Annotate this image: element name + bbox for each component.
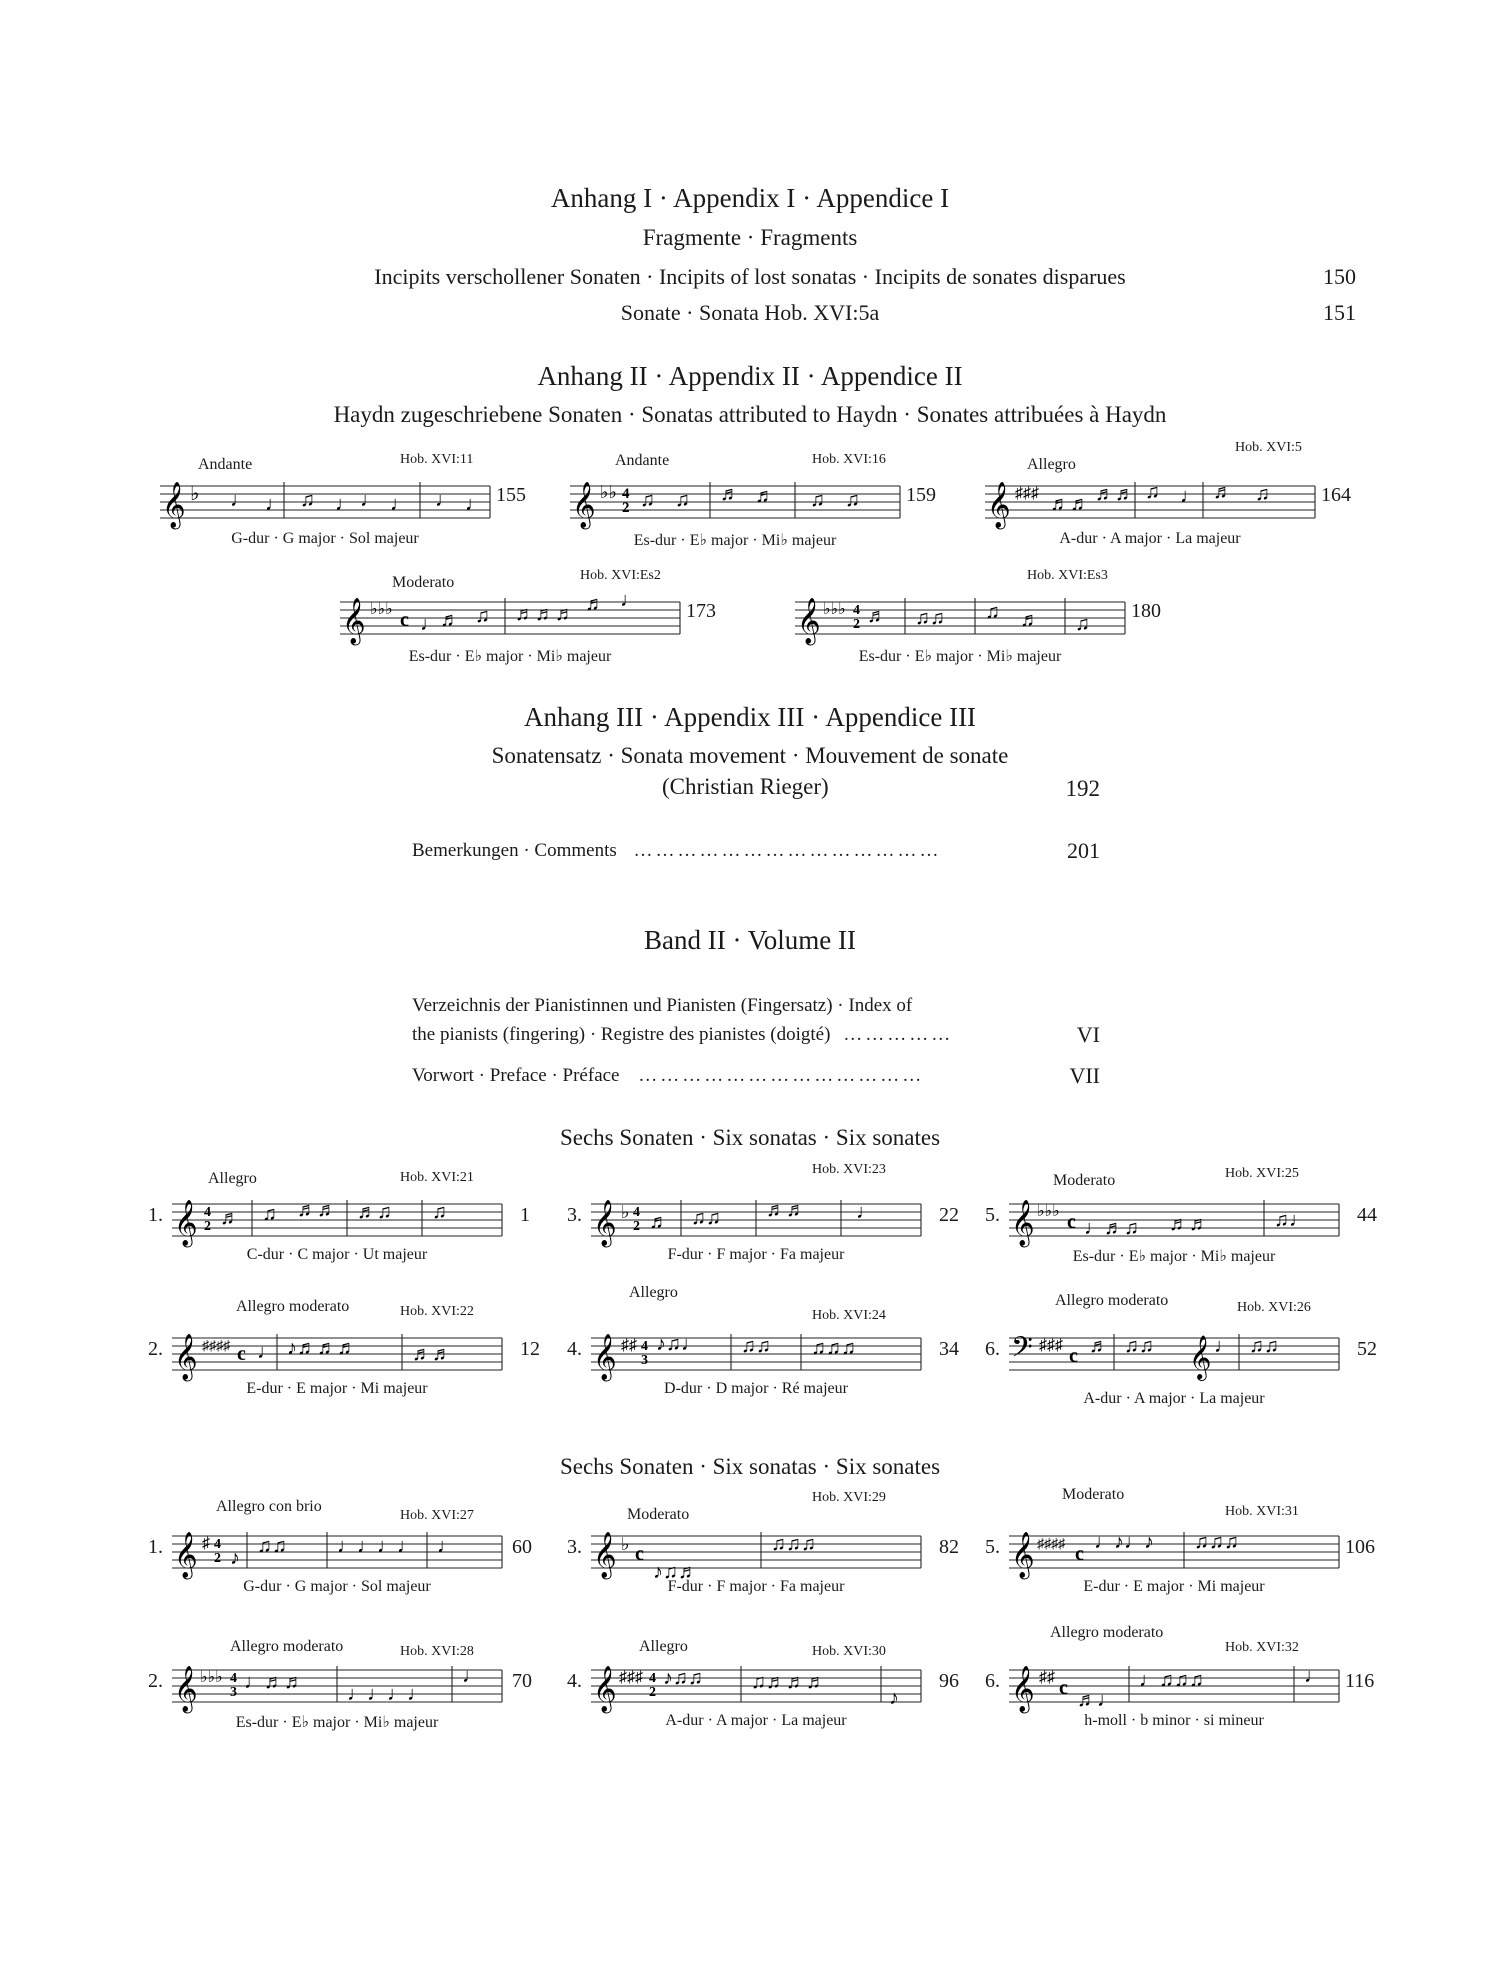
svg-text:♩♩♩♩: ♩♩♩♩ [337, 1535, 417, 1557]
page-number: 96 [939, 1670, 959, 1692]
hob-number: Hob. XVI:25 [1225, 1166, 1299, 1181]
svg-text:♫♫♫: ♫♫♫ [811, 1337, 856, 1359]
comments-page: 201 [1067, 838, 1100, 863]
page-number: 22 [939, 1204, 959, 1226]
comments-dots: …………………………………… [633, 840, 942, 861]
hob-number: Hob. XVI:27 [400, 1508, 474, 1523]
sharp-icon: ♯ [202, 1535, 210, 1552]
sonata-number: 4. [567, 1670, 582, 1692]
sonata-number: 1. [148, 1536, 163, 1558]
svg-text:4: 4 [633, 1205, 640, 1220]
svg-text:♫♫♫: ♫♫♫ [1194, 1531, 1239, 1553]
tempo-marking: Allegro moderato [1055, 1292, 1169, 1309]
page-number: 60 [512, 1536, 532, 1558]
index-line2: the pianists (fingering) · Registre des pianistes (doigté) [412, 1024, 831, 1045]
page-number: 116 [1345, 1670, 1375, 1692]
svg-text:4: 4 [230, 1671, 237, 1686]
tempo-marking: Allegro moderato [1050, 1624, 1164, 1641]
key-label: A-dur · A major · La majeur [665, 1712, 847, 1729]
svg-text:♬: ♬ [1020, 609, 1040, 631]
svg-text:♫: ♫ [810, 489, 825, 511]
tempo-marking: Moderato [627, 1506, 690, 1523]
sharp-icon: ♯♯♯♯ [1037, 1537, 1065, 1552]
key-label: Es-dur · E♭ major · Mi♭ majeur [408, 648, 612, 665]
flat-icon: ♭♭ [600, 482, 617, 502]
svg-text:♬♫: ♬♫ [357, 1201, 392, 1223]
svg-text:4: 4 [204, 1205, 211, 1220]
svg-text:3: 3 [641, 1353, 648, 1368]
svg-text:♫: ♫ [640, 489, 655, 511]
incipit-hob-xvi-25[interactable] [985, 1162, 1385, 1265]
svg-text:4: 4 [622, 486, 630, 502]
page-number: 159 [906, 484, 936, 506]
sonata-number: 4. [567, 1338, 582, 1360]
tempo-marking: Allegro [208, 1170, 257, 1187]
treble-clef-icon: 𝄞 [342, 598, 366, 644]
flat-icon: ♭♭♭ [1037, 1203, 1060, 1220]
svg-text:♩: ♩ [420, 613, 440, 635]
sonata-number: 5. [985, 1536, 1000, 1558]
svg-text:♫: ♫ [1075, 613, 1090, 635]
svg-text:♩: ♩ [230, 489, 250, 511]
sharp-icon: ♯♯♯ [619, 1669, 643, 1686]
svg-text:c: c [400, 609, 409, 631]
svg-text:♫: ♫ [1255, 483, 1270, 505]
music-staff [795, 592, 1125, 642]
treble-clef-icon: 𝄞 [572, 482, 596, 528]
page-number: 180 [1131, 600, 1161, 622]
key-label: Es-dur · E♭ major · Mi♭ majeur [858, 648, 1062, 665]
hob-number: Hob. XVI:26 [1237, 1300, 1311, 1315]
svg-text:♩: ♩ [360, 489, 380, 511]
treble-clef-icon: 𝄞 [797, 598, 821, 644]
page-number: 12 [520, 1338, 540, 1360]
svg-text:2: 2 [622, 500, 630, 516]
treble-clef-icon: 𝄞 [174, 1666, 198, 1712]
music-staff [172, 1328, 502, 1378]
sharp-icon: ♯♯♯♯ [202, 1339, 230, 1354]
treble-clef-icon: 𝄞 [174, 1532, 198, 1578]
sonata-number: 1. [148, 1204, 163, 1226]
key-label: C-dur · C major · Ut majeur [246, 1246, 428, 1263]
svg-text:♬: ♬ [1089, 1335, 1109, 1357]
page-number: 1 [520, 1204, 530, 1226]
incipit-hob-xvi-32[interactable] [985, 1624, 1385, 1729]
svg-text:♬♬: ♬♬ [297, 1199, 337, 1221]
key-label: E-dur · E major · Mi majeur [1083, 1578, 1265, 1595]
page-number: 52 [1357, 1338, 1377, 1360]
flat-icon: ♭♭♭ [200, 1669, 223, 1686]
music-staff [591, 1194, 921, 1244]
sonata-number: 3. [567, 1536, 582, 1558]
key-label: F-dur · F major · Fa majeur [667, 1246, 845, 1263]
sonata-number: 6. [985, 1338, 1000, 1360]
svg-text:2: 2 [853, 617, 860, 632]
key-label: G-dur · G major · Sol majeur [231, 530, 419, 547]
hob-number: Hob. XVI:23 [812, 1162, 886, 1177]
svg-text:♬♬♬: ♬♬♬ [515, 603, 575, 625]
hob-number: Hob. XVI:21 [400, 1170, 474, 1185]
music-staff [172, 1660, 502, 1710]
svg-text:♫: ♫ [475, 605, 490, 627]
svg-text:4: 4 [214, 1537, 221, 1552]
svg-text:♩♬♬: ♩♬♬ [244, 1671, 304, 1693]
page-number: 34 [939, 1338, 959, 1360]
incipit-hob-xvi-28[interactable] [148, 1628, 548, 1731]
svg-text:♫: ♫ [675, 489, 690, 511]
music-staff [985, 476, 1315, 526]
svg-text:♩: ♩ [1214, 1335, 1234, 1357]
svg-text:♪: ♪ [230, 1547, 240, 1569]
treble-clef-icon: 𝄞 [174, 1200, 198, 1246]
appendix3-title: Anhang III · Appendix III · Appendice III [523, 702, 977, 732]
tempo-marking: Moderato [392, 574, 455, 591]
svg-text:♫♬♬♬: ♫♬♬♬ [751, 1671, 826, 1693]
svg-text:♬: ♬ [867, 605, 887, 627]
music-staff [1009, 1328, 1339, 1378]
treble-clef-icon: 𝄞 [1011, 1666, 1035, 1712]
volume2-title: Band II · Volume II [644, 925, 856, 955]
sonata-number: 2. [148, 1338, 163, 1360]
svg-text:4: 4 [641, 1339, 648, 1354]
svg-text:♩: ♩ [437, 1535, 457, 1557]
music-staff [591, 1328, 921, 1378]
svg-text:♬♬: ♬♬ [1050, 493, 1090, 515]
key-label: G-dur · G major · Sol majeur [243, 1578, 431, 1595]
svg-text:2: 2 [633, 1219, 640, 1234]
sharp-icon: ♯♯ [1039, 1669, 1055, 1686]
svg-text:♫: ♫ [985, 601, 1000, 623]
appendix3-page: 192 [1065, 776, 1100, 801]
svg-text:♫: ♫ [432, 1201, 447, 1223]
svg-text:2: 2 [214, 1551, 221, 1566]
svg-text:♬: ♬ [585, 593, 605, 615]
key-label: Es-dur · E♭ major · Mi♭ majeur [235, 1714, 439, 1731]
index-line2-wrap[interactable] [412, 1024, 953, 1046]
music-staff [172, 1194, 502, 1244]
svg-text:♪♬♬♬: ♪♬♬♬ [287, 1337, 357, 1359]
incipit-hob-xvi-es2[interactable] [340, 564, 720, 665]
treble-clef-icon: 𝄞 [987, 482, 1011, 528]
svg-text:♬: ♬ [649, 1211, 669, 1233]
page-number: 164 [1321, 484, 1351, 506]
treble-clef-icon: 𝄞 [593, 1666, 617, 1712]
svg-text:♫♫: ♫♫ [691, 1207, 721, 1229]
svg-text:♩: ♩ [335, 493, 355, 515]
set2-title: Sechs Sonaten · Six sonatas · Six sonates [559, 1454, 941, 1479]
bass-clef-icon: 𝄢 [1011, 1331, 1033, 1371]
svg-text:3: 3 [230, 1685, 237, 1700]
svg-text:♫♫: ♫♫ [741, 1335, 771, 1357]
svg-text:♬: ♬ [755, 485, 775, 507]
svg-text:♫: ♫ [262, 1203, 277, 1225]
svg-text:♬♬: ♬♬ [766, 1199, 806, 1221]
svg-text:♫♫: ♫♫ [1249, 1335, 1279, 1357]
svg-text:♬♬: ♬♬ [1095, 483, 1135, 505]
treble-clef-icon: 𝄞 [174, 1334, 198, 1380]
treble-clef-icon: 𝄞 [162, 482, 186, 528]
appendix1-entry-lost-sonatas-page: 150 [1323, 264, 1356, 289]
key-label: F-dur · F major · Fa majeur [667, 1578, 845, 1595]
page-number: 155 [496, 484, 526, 506]
appendix3-line2: (Christian Rieger) [662, 774, 829, 799]
preface-label: Vorwort · Preface · Préface [412, 1065, 620, 1086]
svg-text:♬♩: ♬♩ [1077, 1689, 1117, 1711]
treble-clef-icon: 𝄞 [593, 1532, 617, 1578]
hob-number: Hob. XVI:Es3 [1027, 568, 1108, 583]
key-label: Es-dur · E♭ major · Mi♭ majeur [1072, 1248, 1276, 1265]
treble-clef-icon: 𝄞 [1011, 1200, 1035, 1246]
svg-text:♩: ♩ [465, 493, 485, 515]
appendix1-title: Anhang I · Appendix I · Appendice I [550, 183, 950, 213]
svg-text:♩♩♩♩: ♩♩♩♩ [347, 1683, 427, 1705]
key-label: h-moll · b minor · si mineur [1084, 1712, 1264, 1729]
page-number: 106 [1345, 1536, 1375, 1558]
hob-number: Hob. XVI:5 [1235, 440, 1302, 455]
svg-text:♫: ♫ [300, 489, 315, 511]
hob-number: Hob. XVI:31 [1225, 1504, 1299, 1519]
sharp-icon: ♯♯♯ [1039, 1337, 1063, 1354]
key-label: Es-dur · E♭ major · Mi♭ majeur [633, 532, 837, 549]
music-staff [1009, 1660, 1339, 1710]
svg-text:c: c [1069, 1345, 1078, 1367]
svg-text:♬: ♬ [440, 609, 460, 631]
svg-text:♫: ♫ [1145, 481, 1160, 503]
flat-icon: ♭ [190, 483, 200, 505]
tempo-marking: Andante [198, 456, 253, 473]
comments-label: Bemerkungen · Comments [412, 840, 617, 861]
music-staff [160, 476, 490, 526]
sharp-icon: ♯♯♯ [1015, 485, 1039, 502]
music-staff [172, 1526, 502, 1576]
svg-text:♬♬: ♬♬ [1169, 1213, 1209, 1235]
key-label: D-dur · D major · Ré majeur [664, 1380, 848, 1397]
svg-text:♬: ♬ [1213, 481, 1233, 503]
incipit-hob-xvi-21[interactable] [148, 1162, 548, 1263]
appendix1-entry-sonata-5a[interactable]: Sonate · Sonata Hob. XVI:5a [620, 300, 880, 325]
svg-text:♪♫♩: ♪♫♩ [656, 1333, 701, 1355]
svg-text:♩: ♩ [1180, 485, 1200, 507]
appendix1-entry-sonata-5a-page: 151 [1323, 300, 1356, 325]
svg-text:♫♩: ♫♩ [1274, 1209, 1309, 1231]
flat-icon: ♭ [621, 1534, 630, 1554]
svg-text:♩: ♩ [1304, 1665, 1324, 1687]
svg-text:♩: ♩ [390, 493, 410, 515]
preface-entry[interactable] [412, 1065, 924, 1087]
key-label: A-dur · A major · La majeur [1083, 1390, 1265, 1407]
svg-text:♩: ♩ [620, 589, 640, 611]
svg-text:♪♫♬: ♪♫♬ [653, 1561, 698, 1583]
svg-text:♬♬: ♬♬ [412, 1343, 452, 1365]
svg-text:4: 4 [649, 1671, 656, 1686]
tempo-marking: Allegro [1027, 456, 1076, 473]
comments-entry[interactable] [412, 840, 942, 862]
flat-icon: ♭ [621, 1202, 630, 1222]
svg-text:♫♫: ♫♫ [257, 1535, 287, 1557]
tempo-marking: Allegro [629, 1284, 678, 1301]
hob-number: Hob. XVI:11 [400, 452, 474, 467]
svg-text:c: c [1067, 1211, 1076, 1233]
tempo-marking: Allegro moderato [236, 1298, 350, 1315]
svg-text:♩: ♩ [856, 1201, 876, 1223]
svg-text:c: c [237, 1343, 246, 1365]
tempo-marking: Moderato [1053, 1172, 1116, 1189]
svg-text:♩: ♩ [265, 493, 285, 515]
tempo-marking: Moderato [1062, 1486, 1125, 1503]
appendix3-line1[interactable]: Sonatensatz · Sonata movement · Mouvement de sonate [491, 743, 1009, 768]
hob-number: Hob. XVI:30 [812, 1644, 886, 1659]
svg-text:♩♪♩♪: ♩♪♩♪ [1094, 1531, 1154, 1553]
index-dots: …………… [843, 1024, 954, 1045]
sonata-number: 3. [567, 1204, 582, 1226]
key-label: E-dur · E major · Mi majeur [246, 1380, 428, 1397]
sonata-number: 6. [985, 1670, 1000, 1692]
sonata-number: 5. [985, 1204, 1000, 1226]
incipit-hob-xvi-es3[interactable] [795, 564, 1175, 665]
page-number: 173 [686, 600, 716, 622]
appendix1-entry-lost-sonatas[interactable]: Incipits verschollener Sonaten · Incipits of lost sonatas · Incipits de sonates disparues [374, 264, 1126, 289]
svg-text:2: 2 [204, 1219, 211, 1234]
index-page: VI [1076, 1022, 1100, 1047]
page-number: 44 [1357, 1204, 1377, 1226]
flat-icon: ♭♭♭ [823, 601, 846, 618]
incipit-hob-xvi-23[interactable] [567, 1162, 967, 1263]
index-line1[interactable]: Verzeichnis der Pianistinnen und Pianisten (Fingersatz) · Index of [412, 995, 913, 1016]
incipit-hob-xvi-29[interactable] [567, 1490, 967, 1595]
svg-text:♩♫♫♫: ♩♫♫♫ [1139, 1669, 1204, 1691]
svg-text:♩: ♩ [435, 489, 455, 511]
incipit-hob-xvi-27[interactable] [148, 1494, 548, 1595]
incipit-hob-xvi-24[interactable] [567, 1284, 967, 1397]
svg-text:c: c [1059, 1677, 1068, 1699]
treble-clef-icon: 𝄞 [1011, 1532, 1035, 1578]
svg-text:♪: ♪ [889, 1687, 899, 1709]
music-staff [340, 589, 680, 644]
tempo-marking: Allegro [639, 1638, 688, 1655]
svg-text:♬: ♬ [720, 483, 740, 505]
svg-text:c: c [1075, 1543, 1084, 1565]
svg-text:♩: ♩ [257, 1341, 277, 1363]
hob-number: Hob. XVI:28 [400, 1644, 474, 1659]
incipit-hob-xvi-22[interactable] [148, 1296, 548, 1397]
appendix1-subtitle: Fragmente · Fragments [642, 225, 858, 250]
hob-number: Hob. XVI:32 [1225, 1640, 1299, 1655]
music-staff [570, 476, 900, 526]
flat-icon: ♭♭♭ [370, 601, 393, 618]
page-number: 82 [939, 1536, 959, 1558]
music-staff [1009, 1194, 1339, 1244]
incipit-hob-xvi-5[interactable] [985, 440, 1365, 547]
hob-number: Hob. XVI:29 [812, 1490, 886, 1505]
svg-text:♫: ♫ [845, 489, 860, 511]
svg-text:♪♫♫: ♪♫♫ [663, 1667, 703, 1689]
treble-clef-icon: 𝄞 [593, 1334, 617, 1380]
svg-text:♫♫: ♫♫ [1124, 1335, 1154, 1357]
svg-text:4: 4 [853, 603, 860, 618]
hob-number: Hob. XVI:22 [400, 1304, 474, 1319]
preface-dots: ………………………………… [638, 1065, 925, 1086]
music-staff [591, 1660, 921, 1710]
preface-page: VII [1069, 1063, 1100, 1088]
svg-text:2: 2 [649, 1685, 656, 1700]
incipit-hob-xvi-31[interactable] [985, 1486, 1385, 1595]
music-staff [591, 1526, 921, 1583]
sonata-number: 2. [148, 1670, 163, 1692]
key-label: A-dur · A major · La majeur [1059, 530, 1241, 547]
treble-clef-icon: 𝄞 [593, 1200, 617, 1246]
hob-number: Hob. XVI:Es2 [580, 568, 661, 583]
hob-number: Hob. XVI:24 [812, 1308, 886, 1323]
svg-text:♫♫♫: ♫♫♫ [771, 1533, 816, 1555]
tempo-marking: Andante [615, 452, 670, 469]
sharp-icon: ♯♯ [621, 1337, 637, 1354]
incipit-hob-xvi-30[interactable] [567, 1628, 967, 1729]
svg-text:♫♫: ♫♫ [915, 607, 945, 629]
set1-title: Sechs Sonaten · Six sonatas · Six sonates [559, 1125, 941, 1150]
tempo-marking: Allegro con brio [216, 1498, 322, 1515]
svg-text:♩♬♫: ♩♬♫ [1084, 1217, 1139, 1239]
tempo-marking: Allegro moderato [230, 1638, 344, 1655]
treble-clef-icon: 𝄞 [1189, 1335, 1212, 1379]
appendix2-title: Anhang II · Appendix II · Appendice II [537, 361, 963, 391]
incipit-hob-xvi-16[interactable] [570, 448, 950, 549]
svg-text:c: c [635, 1543, 644, 1565]
page-number: 70 [512, 1670, 532, 1692]
hob-number: Hob. XVI:16 [812, 452, 886, 467]
incipit-hob-xvi-11[interactable] [160, 448, 540, 547]
svg-text:♬: ♬ [220, 1207, 240, 1229]
svg-text:♩: ♩ [462, 1665, 482, 1687]
incipit-hob-xvi-26[interactable] [985, 1292, 1385, 1407]
appendix2-subtitle: Haydn zugeschriebene Sonaten · Sonatas attributed to Haydn · Sonates attribuées à Haydn [333, 402, 1167, 427]
music-staff [1009, 1526, 1339, 1576]
